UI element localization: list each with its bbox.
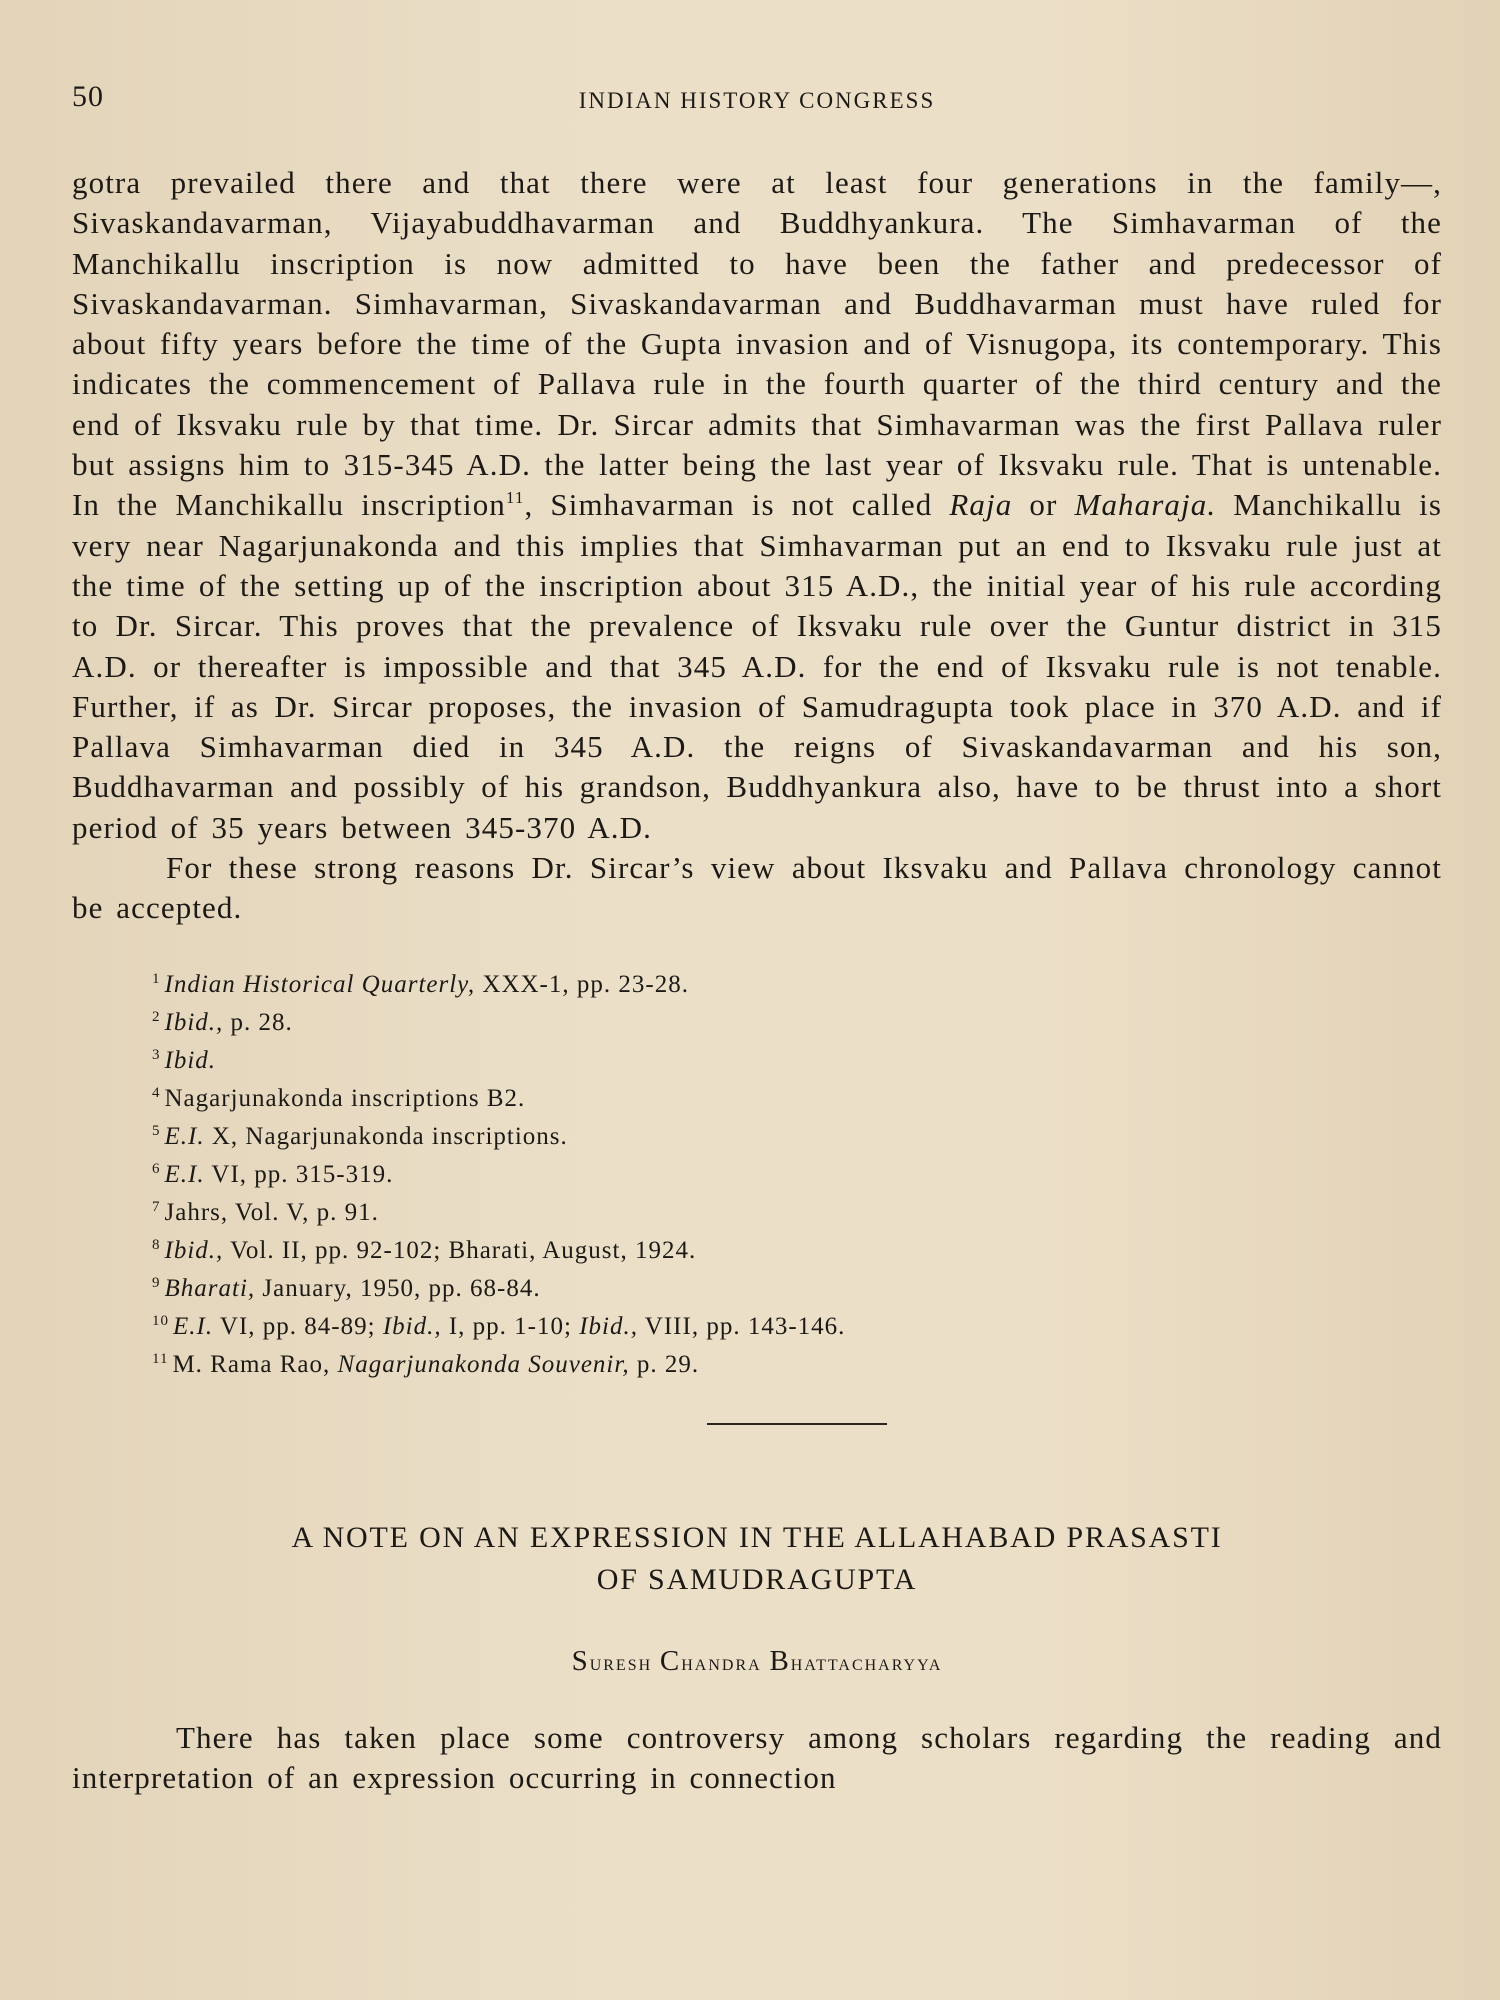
author-name-part: handra: [681, 1649, 770, 1675]
footnote: [152, 963, 1442, 1001]
footnote-italic: E.I.: [164, 1122, 205, 1150]
footnote-text: XXX-1, pp. 23-28.: [475, 970, 689, 998]
paragraph: For these strong reasons Dr. Sircar’s view about Iksvaku and Pallava chronology cannot be accepted.: [72, 850, 1442, 926]
footnote-italic: Ibid.,: [164, 1008, 224, 1036]
author-initial: B: [769, 1644, 791, 1677]
body-text: [72, 163, 1442, 929]
footnote: [152, 1343, 1442, 1381]
footnote-italic: Indian Historical Quarterly,: [164, 970, 476, 998]
footnote-text: January, 1950, pp. 68-84.: [255, 1274, 541, 1302]
footnote: [152, 1039, 1442, 1077]
footnote-italic: Nagarjunakonda Souvenir,: [337, 1350, 630, 1378]
footnote-text: VIII, pp. 143-146.: [637, 1312, 846, 1340]
footnote-italic: E.I.: [164, 1160, 205, 1188]
paragraph: [72, 163, 1442, 848]
footnote-number: 6: [152, 1160, 161, 1177]
footnote: [152, 1077, 1442, 1115]
footnote: [152, 1267, 1442, 1305]
footnote-number: 8: [152, 1236, 161, 1253]
article-author: [72, 1645, 1442, 1678]
footnote-italic: E.I.: [173, 1312, 214, 1340]
footnote-number: 2: [152, 1008, 161, 1025]
footnote: [152, 1115, 1442, 1153]
footnote-number: 5: [152, 1122, 161, 1139]
footnote-ref: 11: [505, 488, 525, 508]
author-name-part: uresh: [589, 1649, 660, 1675]
footnote-number: 10: [152, 1312, 169, 1329]
footnote-number: 3: [152, 1046, 161, 1063]
footnote-text: Jahrs, Vol. V, p. 91.: [164, 1198, 379, 1226]
article-title-line: A NOTE ON AN EXPRESSION IN THE ALLAHABAD PRASASTI: [291, 1520, 1223, 1554]
footnote-text: M. Rama Rao,: [172, 1350, 338, 1378]
paragraph-text: , Simhavarman is not called: [524, 487, 950, 523]
paragraph-text: gotra prevailed there and that there were at least four generations in the family—, Sivaskandavarman, Vijayabuddhavarman and Buddhyankura. The Simhavarman of the Manchikallu inscription is now admitted to have been the father and predecessor of Sivaskandavarman. Simhavarman, Sivaskandavarman and Buddhavarman must have ruled for about fifty years before the time of the Gupta invasion and of Visnugopa, its contemporary. This indicates the commencement of Pallava rule in the fourth quarter of the third century and the end of Iksvaku rule by that time. Dr. Sircar admits that Simhavarman was the first Pallava ruler but assigns him to 315-345 A.D. the latter being the last year of Iksvaku rule. That is untenable. In the Manchikallu inscription: [72, 165, 1442, 523]
footnote-text: p. 29.: [629, 1350, 700, 1378]
paragraph-text: or: [1012, 487, 1075, 523]
article-title-line: OF SAMUDRAGUPTA: [596, 1562, 918, 1596]
article-title: [72, 1517, 1442, 1601]
italic-term: Raja: [949, 487, 1013, 523]
footnote-number: 9: [152, 1274, 161, 1291]
italic-term: Maharaja.: [1074, 487, 1217, 523]
running-head: [72, 0, 1442, 113]
paragraph-text: Manchikallu is very near Nagarjunakonda and this implies that Simhavarman put an end to Iksvaku rule just at the time of the setting up of the inscription about 315 A.D., the initial year of his rule according to Dr. Sircar. This proves that the prevalence of Iksvaku rule over the Guntur district in 315 A.D. or thereafter is impossible and that 345 A.D. for the end of Iksvaku rule is not tenable. Further, if as Dr. Sircar proposes, the invasion of Samudragupta took place in 370 A.D. and if Pallava Simhavarman died in 345 A.D. the reigns of Sivaskandavarman and his son, Buddhavarman and possibly of his grandson, Buddhyankura also, have to be thrust into a short period of 35 years between 345-370 A.D.: [72, 487, 1442, 845]
footnote-text: VI, pp. 315-319.: [204, 1160, 394, 1188]
footnote-text: VI, pp. 84-89;: [213, 1312, 383, 1340]
footnotes: [152, 963, 1442, 1381]
footnote-italic: Bharati,: [164, 1274, 256, 1302]
footnote-number: 1: [152, 970, 161, 987]
footnote-number: 4: [152, 1084, 161, 1101]
footnote-text: X, Nagarjunakonda inscriptions.: [204, 1122, 568, 1150]
author-name-part: hattacharyya: [790, 1649, 943, 1675]
journal-title: INDIAN HISTORY CONGRESS: [578, 88, 936, 113]
footnote-italic: Ibid.,: [579, 1312, 638, 1340]
footnote: [152, 1001, 1442, 1039]
footnote-italic: Ibid.,: [164, 1236, 224, 1264]
article-opening-paragraph: There has taken place some controversy among scholars regarding the reading and interpretation of an expression occurring in connection: [72, 1719, 1442, 1795]
section-divider: [707, 1423, 887, 1425]
author-initial: S: [571, 1644, 590, 1677]
footnote-italic: Ibid.: [164, 1046, 217, 1074]
footnote-text: Vol. II, pp. 92-102; Bharati, August, 1924.: [223, 1236, 697, 1264]
footnote-italic: Ibid.,: [382, 1312, 442, 1340]
author-initial: C: [659, 1644, 682, 1677]
footnote-text: I, pp. 1-10;: [441, 1312, 580, 1340]
footnote: [152, 1153, 1442, 1191]
footnote-number: 11: [152, 1350, 169, 1367]
footnote-text: p. 28.: [223, 1008, 293, 1036]
footnote: [152, 1305, 1442, 1343]
footnote-number: 7: [152, 1198, 161, 1215]
footnote: [152, 1229, 1442, 1267]
footnote: [152, 1191, 1442, 1229]
footnote-text: Nagarjunakonda inscriptions B2.: [164, 1084, 526, 1112]
page-number: 50: [72, 80, 104, 113]
